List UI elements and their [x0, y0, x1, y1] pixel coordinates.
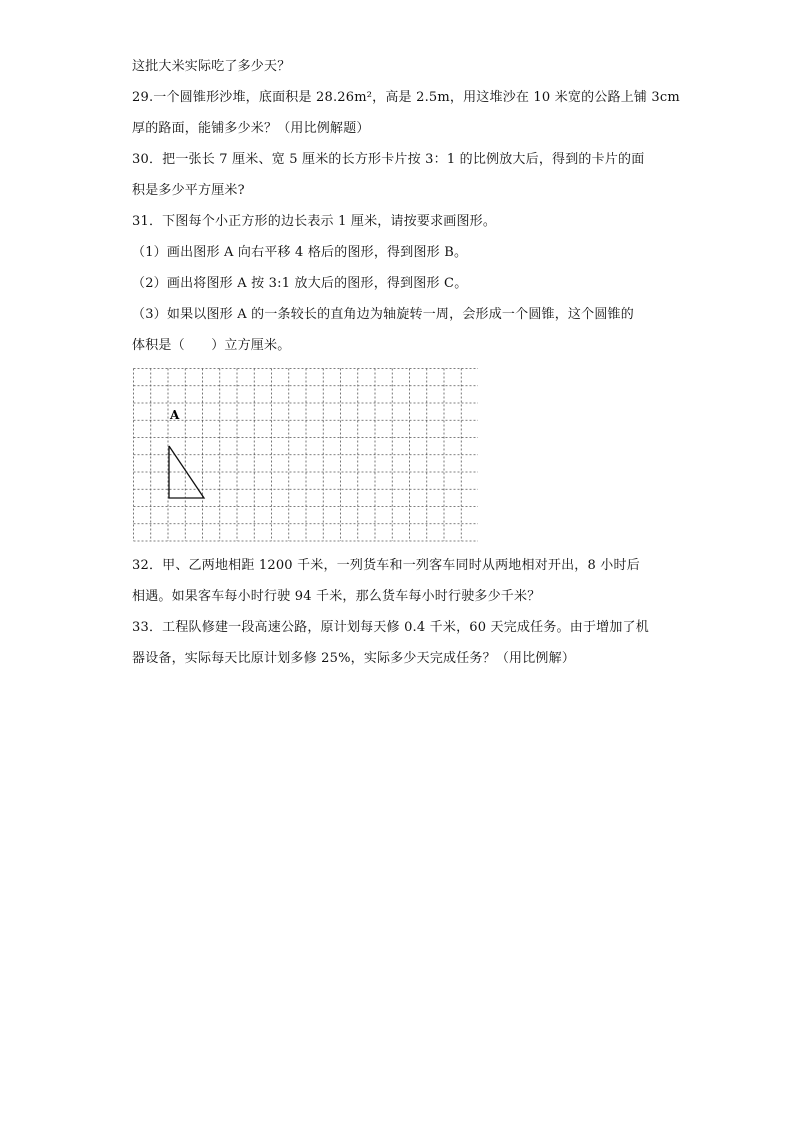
question-31-intro: 31．下图每个小正方形的边长表示 1 厘米，请按要求画图形。: [132, 214, 497, 229]
question-31-part-3-line-2: 体积是（ ）立方厘米。: [132, 338, 291, 353]
question-32-line-2: 相遇。如果客车每小时行驶 94 千米，那么货车每小时行驶多少千米？: [132, 589, 541, 604]
question-29-line-1: 29.一个圆锥形沙堆，底面积是 28.26m²，高是 2.5m，用这堆沙在 10 米宽的公路上铺 3cm: [132, 90, 680, 105]
question-28-continuation: 这批大米实际吃了多少天？: [132, 59, 291, 74]
question-29-line-2: 厚的路面，能铺多少米？（用比例解题）: [132, 121, 370, 136]
worksheet-page: [132, 58, 680, 668]
question-31-part-2: （2）画出将图形 A 按 3:1 放大后的图形，得到图形 C。: [132, 276, 468, 291]
grid-svg: [132, 367, 478, 547]
question-33-line-2: 器设备，实际每天比原计划多修 25%，实际多少天完成任务？（用比例解）: [132, 651, 576, 666]
grid-figure: [132, 367, 478, 547]
question-31-part-3-line-1: （3）如果以图形 A 的一条较长的直角边为轴旋转一周，会形成一个圆锥，这个圆锥的: [132, 307, 634, 322]
question-31-part-1: （1）画出图形 A 向右平移 4 格后的图形，得到图形 B。: [132, 245, 468, 260]
question-30-line-2: 积是多少平方厘米?: [132, 183, 245, 198]
question-30-line-1: 30．把一张长 7 厘米、宽 5 厘米的长方形卡片按 3：1 的比例放大后，得到的卡片的面: [132, 152, 645, 167]
question-33-line-1: 33．工程队修建一段高速公路，原计划每天修 0.4 千米，60 天完成任务。由于增加了机: [132, 620, 649, 635]
shape-a-label: A: [170, 408, 180, 422]
question-32-line-1: 32．甲、乙两地相距 1200 千米，一列货车和一列客车同时从两地相对开出，8 小时后: [132, 558, 640, 573]
grid-lines: [134, 369, 479, 542]
